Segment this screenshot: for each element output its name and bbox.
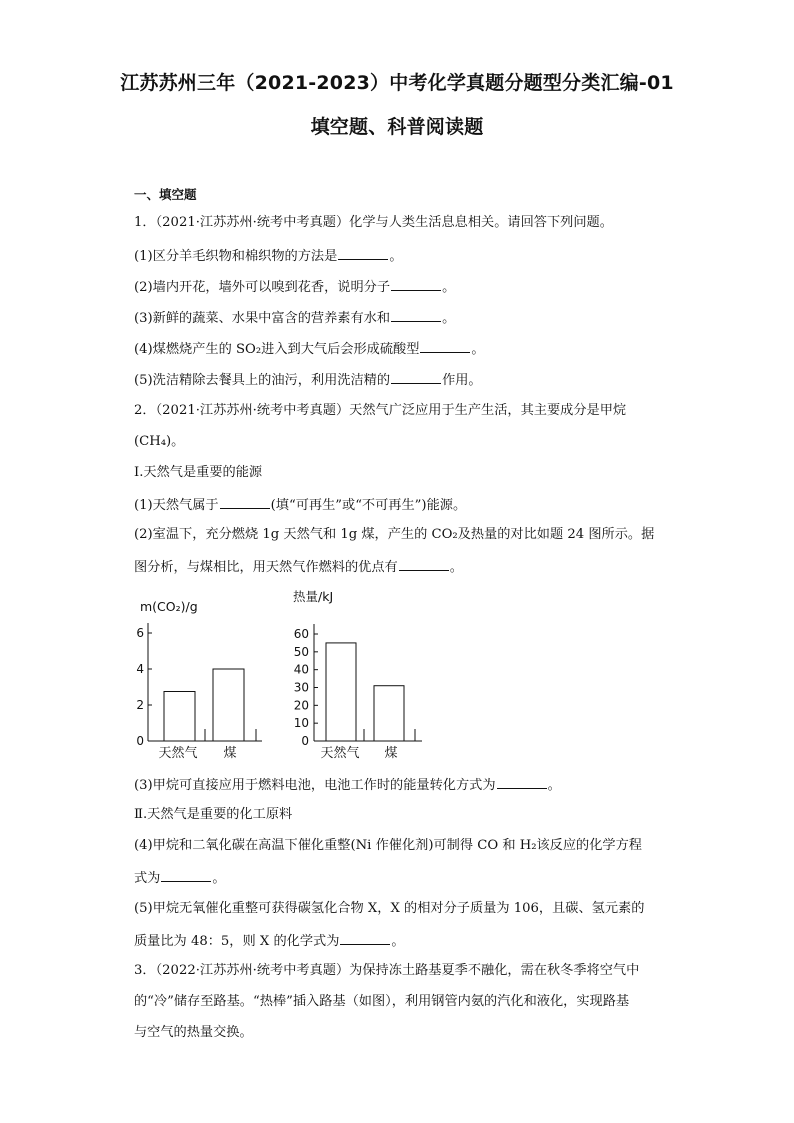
y-tick-label: 10 bbox=[293, 716, 309, 731]
y-axis-label: m(CO₂)/g bbox=[140, 599, 198, 614]
q2-sub-4-line-2 bbox=[134, 867, 674, 889]
q2-sub-2-line-1: (2)室温下，充分燃烧 1g 天然气和 1g 煤，产生的 CO₂及热量的对比如题 24 图所示。据 bbox=[134, 527, 655, 542]
q2-sub-4-end: 。 bbox=[212, 871, 226, 886]
q1-stem: 1．（2021·江苏苏州·统考中考真题）化学与人类生活息息相关。请回答下列问题。 bbox=[134, 215, 613, 230]
q2-sub-4-text: 式为 bbox=[134, 871, 161, 886]
q2-part-1-heading: Ⅰ.天然气是重要的能源 bbox=[134, 465, 263, 480]
q1-sub-2-end: 。 bbox=[442, 280, 456, 295]
q2-stem-line-1: 2．（2021·江苏苏州·统考中考真题）天然气广泛应用于生产生活，其主要成分是甲烷 bbox=[134, 403, 627, 418]
q2-sub-5-line-1: (5)甲烷无氧催化重整可获得碳氢化合物 X，X 的相对分子质量为 106，且碳、氢元素的 bbox=[134, 901, 645, 916]
q2-sub-3-end: 。 bbox=[547, 778, 561, 793]
q1-sub-5-tail: 作用。 bbox=[442, 373, 482, 388]
q2-part-2-heading: Ⅱ.天然气是重要的化工原料 bbox=[134, 807, 293, 822]
y-tick-label: 4 bbox=[136, 662, 144, 676]
q1-sub-3-text: (3)新鲜的蔬菜、水果中富含的营养素有水和 bbox=[134, 311, 391, 326]
q2-sub-5-end: 。 bbox=[391, 934, 405, 949]
y-tick-label: 50 bbox=[293, 644, 309, 659]
x-category-label: 天然气 bbox=[158, 746, 198, 761]
y-tick-label: 20 bbox=[293, 698, 309, 713]
q2-sub-2-text: 图分析，与煤相比，用天然气作燃料的优点有 bbox=[134, 560, 398, 575]
y-tick-label: 2 bbox=[136, 698, 144, 712]
y-tick-label: 6 bbox=[136, 626, 144, 640]
q3-line-2: 的“冷”储存至路基。“热棒”插入路基（如图），利用钢管内氨的汽化和液化，实现路基 bbox=[134, 994, 630, 1009]
q2-sub-2-end: 。 bbox=[449, 560, 463, 575]
q2-sub-5-text: 质量比为 48：5，则 X 的化学式为 bbox=[134, 934, 340, 949]
x-category-label: 煤 bbox=[384, 746, 398, 761]
answer-blank bbox=[340, 930, 390, 945]
q2-sub-5-line-2 bbox=[134, 930, 674, 952]
document-title-line-2: 填空题、科普阅读题 bbox=[310, 116, 484, 138]
q1-sub-1-text: (1)区分羊毛织物和棉织物的方法是 bbox=[134, 249, 338, 264]
q2-sub-3-text: (3)甲烷可直接应用于燃料电池，电池工作时的能量转化方式为 bbox=[134, 778, 496, 793]
q1-sub-5-text: (5)洗洁精除去餐具上的油污，利用洗洁精的 bbox=[134, 373, 391, 388]
q1-sub-3-end: 。 bbox=[442, 311, 456, 326]
document-title-line-1: 江苏苏州三年（2021-2023）中考化学真题分题型分类汇编-01 bbox=[120, 72, 674, 94]
x-category-label: 煤 bbox=[223, 746, 237, 761]
y-tick-label: 0 bbox=[136, 734, 144, 748]
q2-stem-line-2: (CH₄)。 bbox=[134, 434, 185, 449]
q3-line-3: 与空气的热量交换。 bbox=[134, 1025, 253, 1040]
bar bbox=[374, 686, 404, 741]
answer-blank bbox=[497, 774, 547, 789]
q2-sub-1-text: (1)天然气属于 bbox=[134, 498, 219, 513]
bar bbox=[213, 669, 244, 741]
q1-sub-2-text: (2)墙内开花，墙外可以嗅到花香，说明分子 bbox=[134, 280, 391, 295]
bar bbox=[326, 643, 356, 741]
q3-line-1: 3．（2022·江苏苏州·统考中考真题）为保持冻土路基夏季不融化，需在秋冬季将空气中 bbox=[134, 963, 640, 978]
y-tick-label: 40 bbox=[293, 662, 309, 677]
y-axis-label: 热量/kJ bbox=[293, 589, 334, 604]
q2-sub-4-line-1: (4)甲烷和二氧化碳在高温下催化重整(Ni 作催化剂)可制得 CO 和 H₂该反应的化学方程 bbox=[134, 838, 642, 853]
y-tick-label: 0 bbox=[301, 734, 309, 748]
section-heading: 一、填空题 bbox=[134, 187, 197, 202]
x-category-label: 天然气 bbox=[320, 746, 360, 761]
q1-sub-4-text: (4)煤燃烧产生的 SO₂进入到大气后会形成硫酸型 bbox=[134, 342, 420, 357]
answer-blank bbox=[161, 867, 211, 882]
q1-sub-1-end: 。 bbox=[389, 249, 403, 264]
q1-sub-4-end: 。 bbox=[471, 342, 485, 357]
y-tick-label: 30 bbox=[293, 680, 309, 695]
q2-sub-1-tail: (填“可再生”或“不可再生”)能源。 bbox=[270, 498, 467, 513]
y-tick-label: 60 bbox=[293, 627, 309, 641]
bar bbox=[164, 692, 195, 742]
q2-sub-3 bbox=[134, 774, 674, 796]
